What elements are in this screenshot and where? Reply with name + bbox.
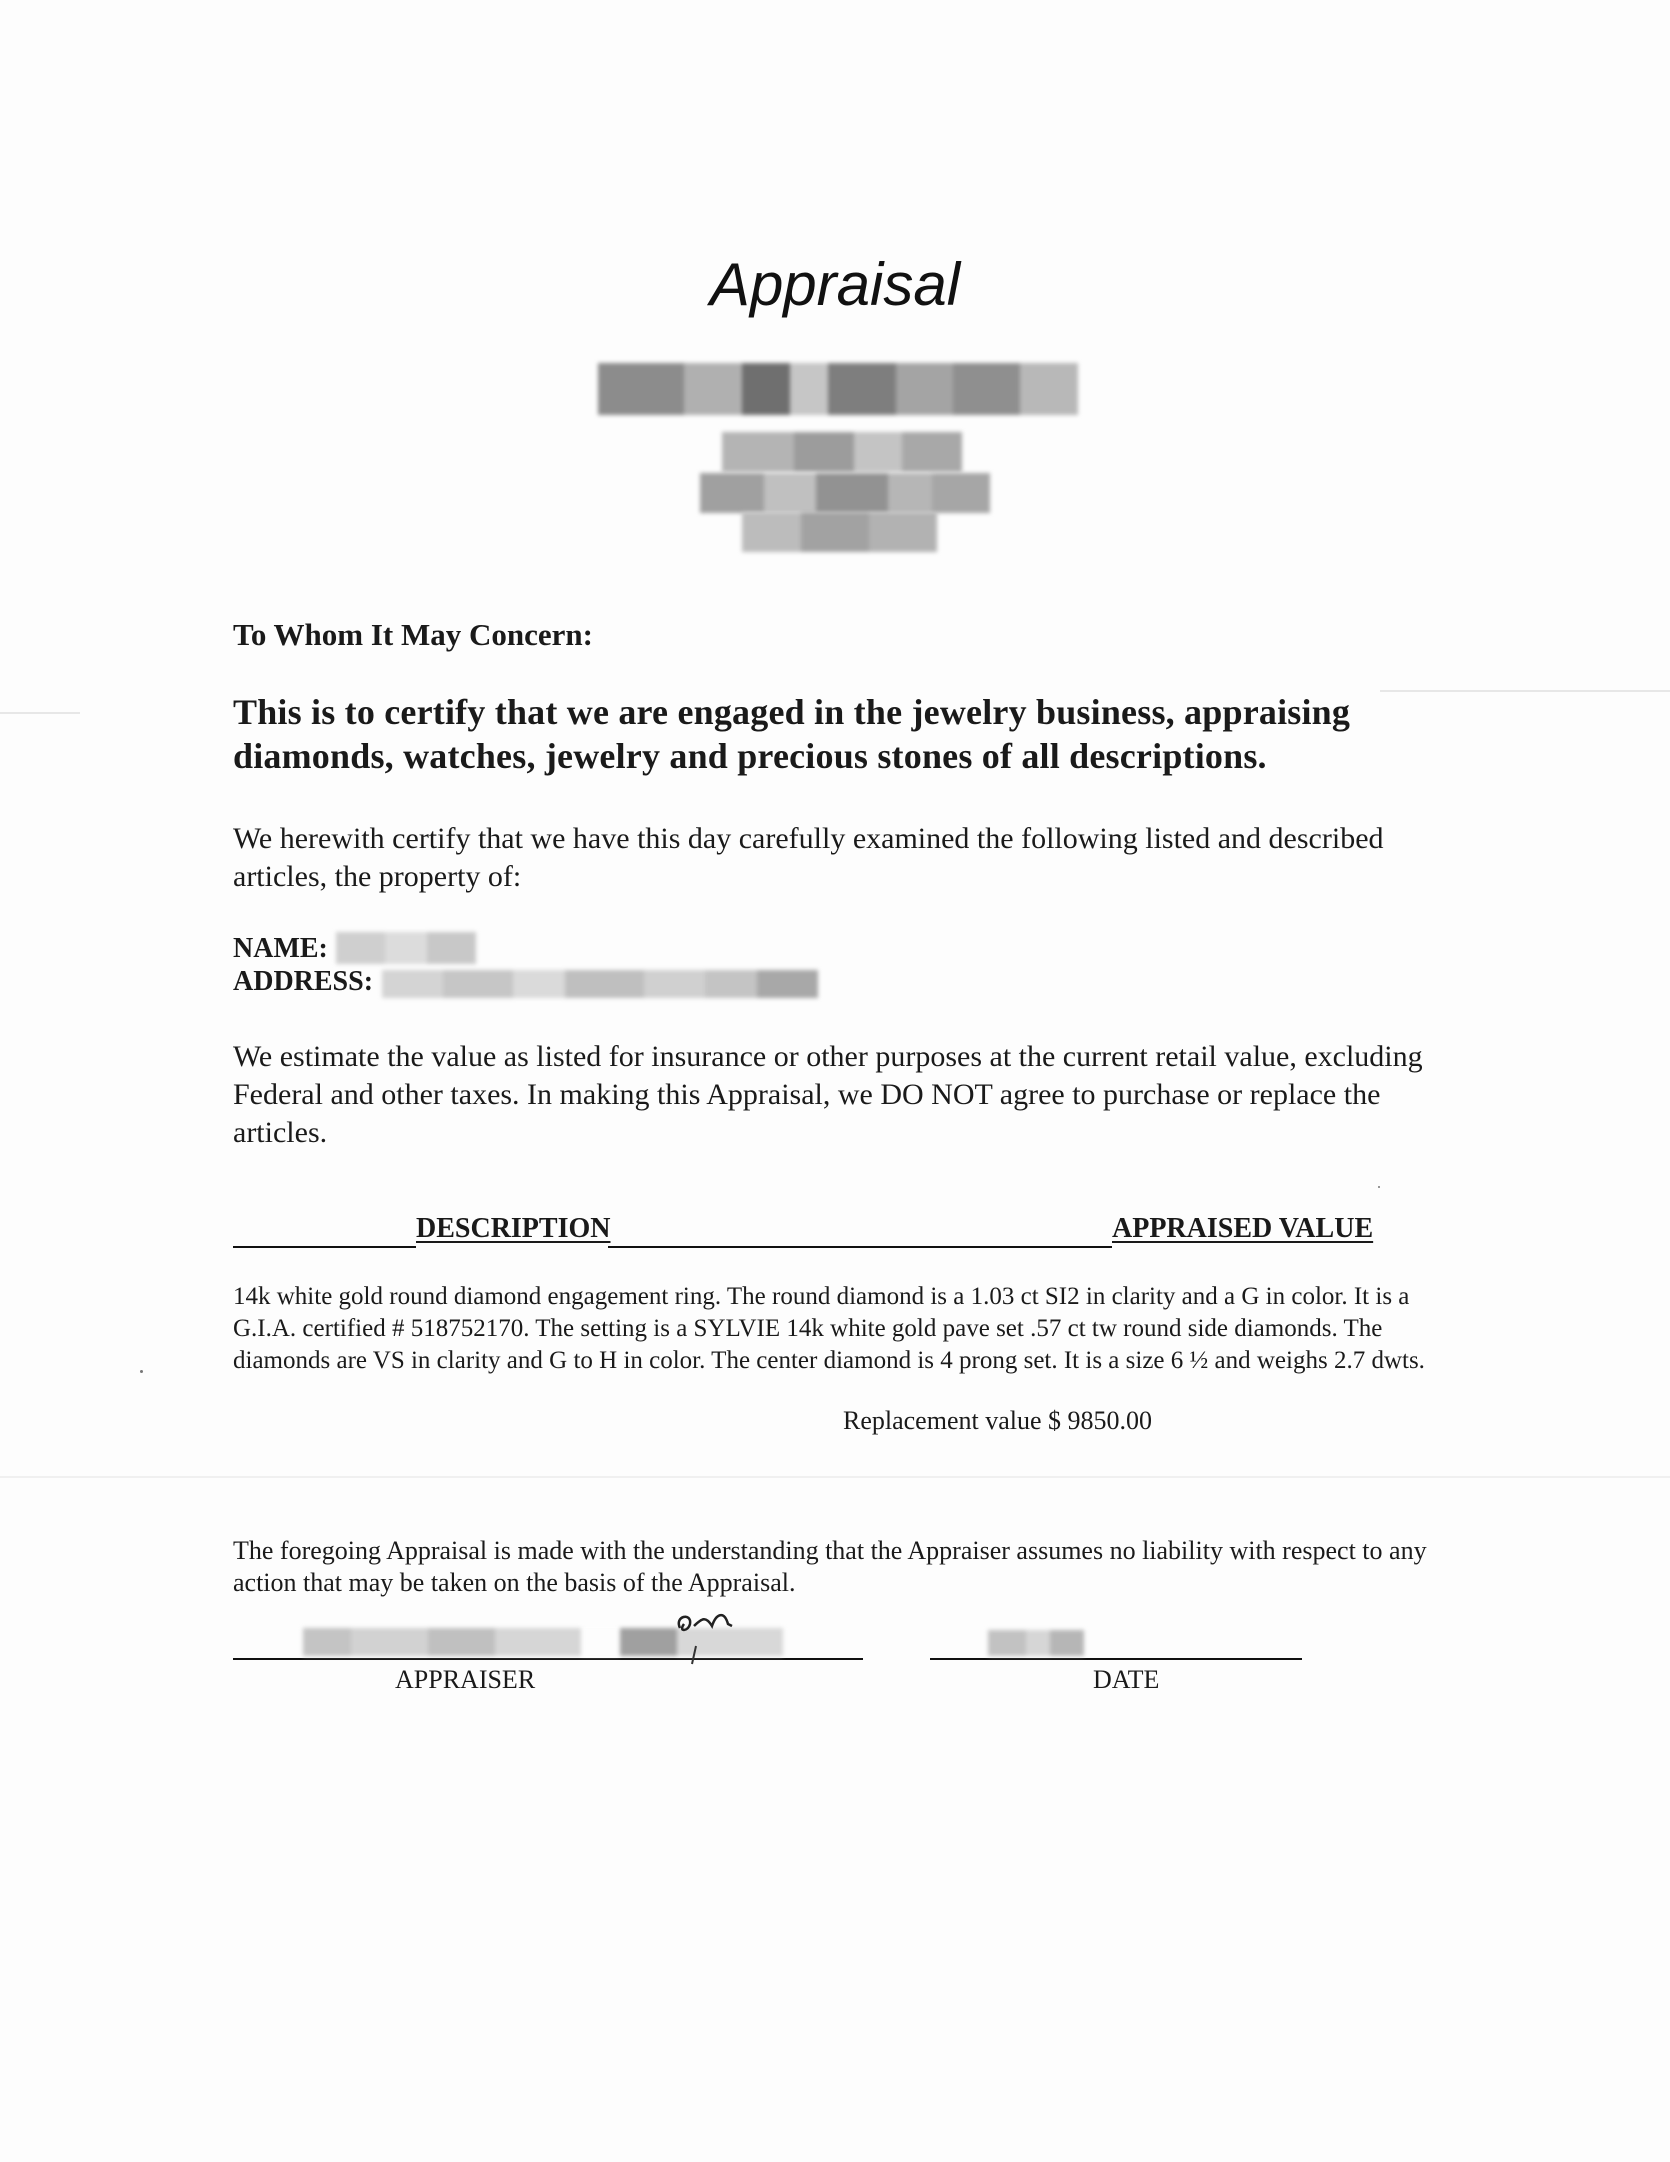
redacted-address-line (722, 432, 962, 472)
scan-speck (140, 1370, 143, 1373)
certify-statement: This is to certify that we are engaged in the jewelry business, appraising diamonds, watches, jewelry and precious stones of all descriptions. (233, 692, 1351, 776)
address-label: ADDRESS: (233, 966, 374, 997)
redacted-phone-line (742, 512, 937, 552)
document-title: Appraisal (709, 251, 961, 318)
estimate-statement: We estimate the value as listed for insurance or other purposes at the current retail value, excluding Federal and other taxes. In making this Appraisal, we DO NOT agree to purchase or replace the articles. (233, 1040, 1423, 1149)
redacted-business-name (598, 363, 1078, 415)
redacted-address-line (700, 473, 990, 513)
header-rule (608, 1246, 1112, 1248)
examined-statement: We herewith certify that we have this day carefully examined the following listed and described articles, the property of: (233, 822, 1384, 893)
scan-artifact-line (0, 1476, 1670, 1478)
redacted-owner-name (336, 932, 476, 964)
name-label: NAME: (233, 933, 328, 964)
date-label: DATE (1093, 1665, 1160, 1694)
scan-artifact-line (0, 712, 80, 714)
appraiser-label: APPRAISER (395, 1665, 536, 1694)
description-header: DESCRIPTION (416, 1213, 611, 1244)
signature-scribble (672, 1606, 742, 1666)
replacement-value: Replacement value $ 9850.00 (843, 1406, 1153, 1435)
appraiser-signature-line (233, 1658, 863, 1660)
greeting: To Whom It May Concern: (233, 617, 593, 652)
redacted-owner-address (382, 970, 818, 998)
appraised-value-header: APPRAISED VALUE (1112, 1213, 1374, 1244)
scan-speck (1378, 1186, 1380, 1188)
liability-statement: The foregoing Appraisal is made with the understanding that the Appraiser assumes no liability with respect to any action that may be taken on the basis of the Appraisal. (233, 1536, 1427, 1597)
date-signature-line (930, 1658, 1302, 1660)
redacted-date (988, 1630, 1084, 1656)
item-description: 14k white gold round diamond engagement ring. The round diamond is a 1.03 ct SI2 in clarity and a G in color. It is a G.I.A. certified # 518752170. The setting is a SYLVIE 14k white gold pave set .57 ct tw round side diamonds. The diamonds are VS in clarity and G to H in color. The center diamond is 4 prong set. It is a size 6 ½ and weighs 2.7 dwts. (233, 1283, 1425, 1374)
header-rule (233, 1246, 416, 1248)
